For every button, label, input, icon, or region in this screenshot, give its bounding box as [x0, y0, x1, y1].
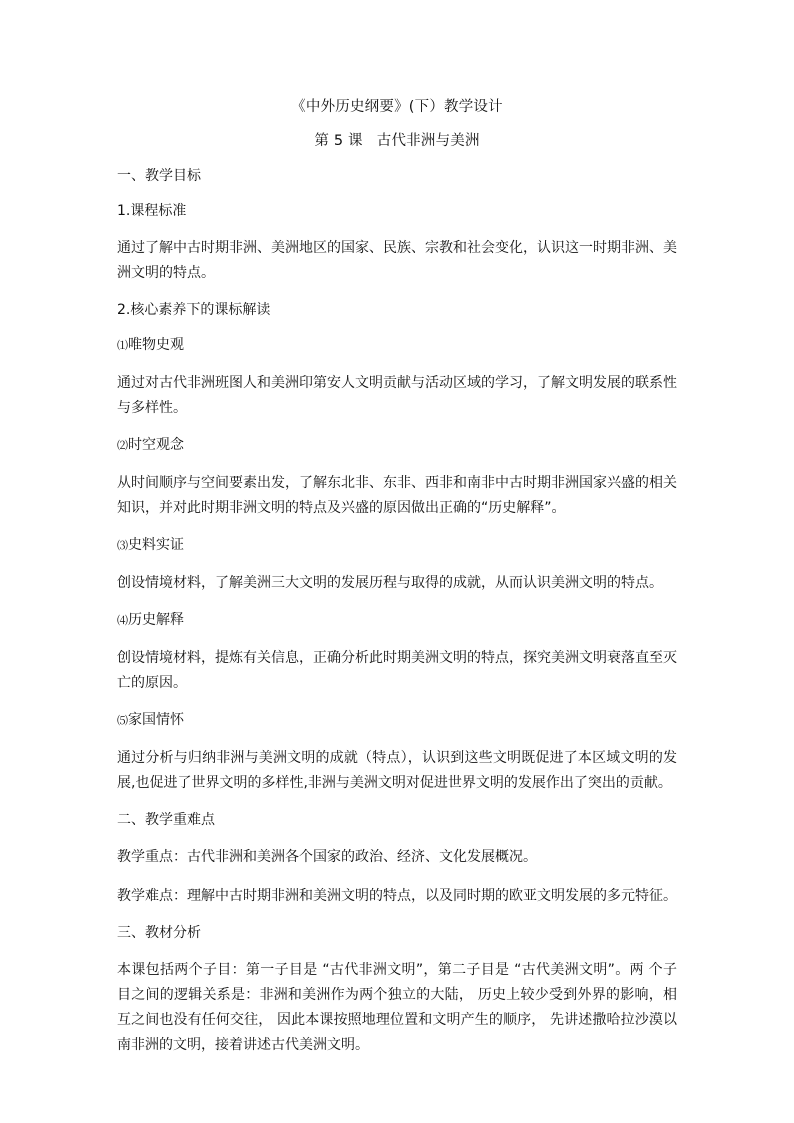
lesson-number: 第 5 课	[314, 133, 363, 149]
item-4-title: 历史解释	[128, 612, 184, 628]
item-5-title: 家国情怀	[128, 712, 184, 728]
section-3-text: 本课包括两个子目：第一子目是 “古代非洲文明”，第二子目是 “古代美洲文明”。两 个子目之间的逻辑关系是：非洲和美洲作为两个独立的大陆， 历史上较少受到外界的影响，相互之间也没有任何交往， 因此本课按照地理位置和文明产生的顺序， 先讲述撒哈拉沙漠以 南非洲的文明，接着讲述古代美洲文明。	[117, 962, 677, 1053]
section-2-difficulties: 教学难点：理解中古时期非洲和美洲文明的特点，以及同时期的欧亚文明发展的多元特征。	[117, 888, 677, 904]
section-2-key-points: 教学重点：古代非洲和美洲各个国家的政治、经济、文化发展概况。	[117, 849, 537, 865]
item-4-marker: ⑷	[117, 614, 128, 627]
section-1-1-heading: 1.课程标准	[117, 203, 187, 219]
item-2-marker: ⑵	[117, 439, 128, 452]
item-5-heading	[117, 710, 677, 731]
item-2-text: 从时间顺序与空间要素出发，了解东北非、东非、西非和南非中古时期非洲国家兴盛的相关知识，并对此时期非洲文明的特点及兴盛的原因做出正确的“历史解释”。	[117, 475, 677, 516]
item-1-heading	[117, 335, 677, 356]
item-1-text: 通过对古代非洲班图人和美洲印第安人文明贡献与活动区域的学习，了解文明发展的联系性与多样性。	[117, 375, 677, 416]
item-3-heading	[117, 535, 677, 556]
section-2-heading: 二、教学重难点	[117, 812, 215, 828]
item-3-marker: ⑶	[117, 539, 128, 552]
section-1-2-heading: 2.核心素养下的课标解读	[117, 302, 271, 318]
item-2-title: 时空观念	[128, 437, 184, 453]
lesson-name: 古代非洲与美洲	[376, 133, 480, 149]
item-3-text: 创设情境材料，了解美洲三大文明的发展历程与取得的成就，从而认识美洲文明的特点。	[117, 575, 663, 591]
document-title: 《中外历史纲要》(下）教学设计	[291, 99, 503, 115]
item-5-text: 通过分析与归纳非洲与美洲文明的成就（特点），认识到这些文明既促进了本区域文明的发展,也促进了世界文明的多样性,非洲与美洲文明对促进世界文明的发展作出了突出的贡献。	[117, 750, 677, 791]
section-1-1-text: 通过了解中古时期非洲、美洲地区的国家、民族、宗教和社会变化，认识这一时期非洲、美洲文明的特点。	[117, 240, 677, 281]
item-3-title: 史料实证	[128, 537, 184, 553]
document-page	[117, 96, 677, 1072]
section-1-heading: 一、教学目标	[117, 168, 201, 184]
section-3-heading: 三、教材分析	[117, 925, 201, 941]
item-1-marker: ⑴	[117, 339, 128, 352]
item-4-heading	[117, 610, 677, 631]
item-1-title: 唯物史观	[128, 337, 184, 353]
item-4-text: 创设情境材料，提炼有关信息，正确分析此时期美洲文明的特点，探究美洲文明衰落直至灭亡的原因。	[117, 650, 677, 691]
item-5-marker: ⑸	[117, 714, 128, 727]
item-2-heading	[117, 435, 677, 456]
lesson-title	[117, 130, 677, 152]
